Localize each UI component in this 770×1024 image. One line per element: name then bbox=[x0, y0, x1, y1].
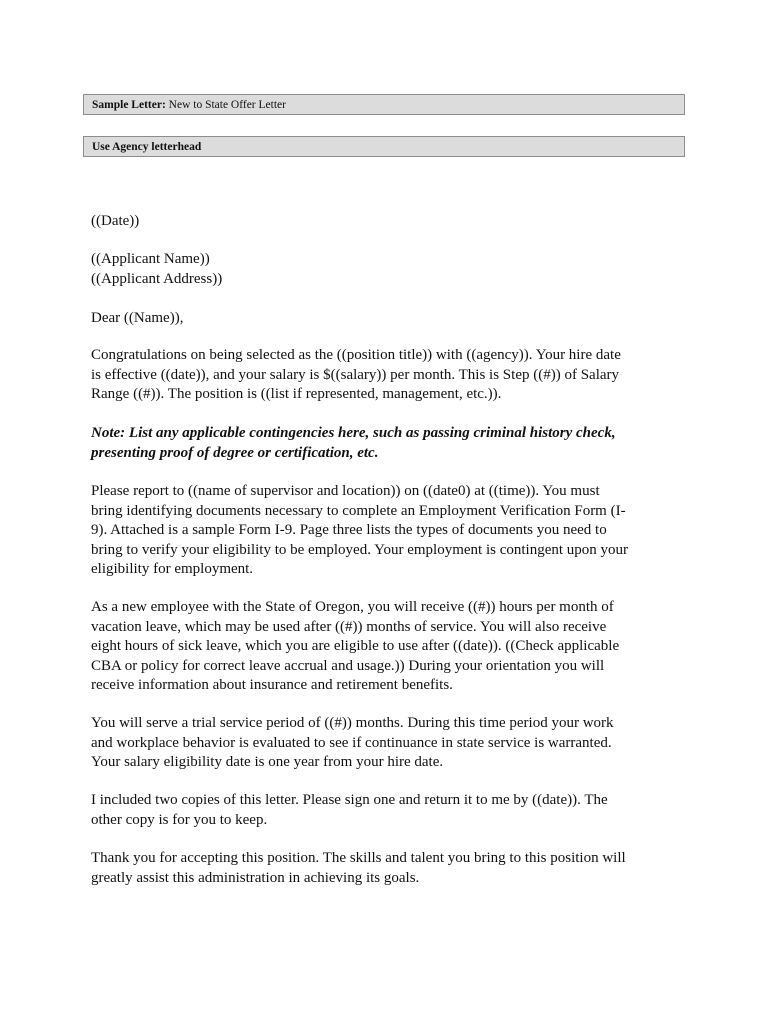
text-line: other copy is for you to keep. bbox=[91, 811, 268, 828]
text-line: bring to verify your eligibility to be employed. Your employment is contingent upon your bbox=[91, 541, 629, 558]
applicant-name: ((Applicant Name)) bbox=[91, 251, 210, 267]
paragraph-leave bbox=[91, 598, 691, 696]
text-line: eight hours of sick leave, which you are eligible to use after ((date)). ((Check applicable bbox=[91, 638, 620, 654]
text-line: receive information about insurance and retirement benefits. bbox=[91, 677, 453, 693]
paragraph-thanks bbox=[91, 849, 691, 888]
contingency-note bbox=[91, 424, 691, 463]
text-line: bring identifying documents necessary to complete an Employment Verification Form (I- bbox=[91, 502, 626, 519]
text-line: I included two copies of this letter. Please sign one and return it to me by ((date)). The bbox=[91, 792, 608, 808]
text-line: Range ((#)). The position is ((list if represented, management, etc.)). bbox=[91, 386, 502, 402]
paragraph-copies bbox=[91, 791, 691, 830]
text-line: Note: List any applicable contingencies here, such as passing criminal history check, bbox=[91, 425, 616, 441]
letter-date: ((Date)) bbox=[91, 213, 140, 229]
text-line: As a new employee with the State of Oregon, you will receive ((#)) hours per month of bbox=[91, 599, 614, 615]
text-line: Please report to ((name of supervisor and location)) on ((date0) at ((time)). You must bbox=[91, 483, 600, 499]
text-line: and workplace behavior is evaluated to see if continuance in state service is warranted. bbox=[91, 734, 612, 751]
text-line: vacation leave, which may be used after ((#)) months of service. You will also receive bbox=[91, 618, 607, 635]
paragraph-report bbox=[91, 482, 691, 580]
text-line: eligibility for employment. bbox=[91, 561, 254, 577]
letterhead-banner bbox=[83, 136, 685, 157]
text-line: You will serve a trial service period of ((#)) months. During this time period your work bbox=[91, 715, 614, 731]
applicant-block bbox=[91, 250, 691, 289]
text-line: Congratulations on being selected as the ((position title)) with ((agency)). Your hire date bbox=[91, 347, 621, 363]
applicant-address: ((Applicant Address)) bbox=[91, 270, 223, 287]
salutation: Dear ((Name)), bbox=[91, 310, 184, 326]
text-line: CBA or policy for correct leave accrual and usage.)) During your orientation you will bbox=[91, 657, 605, 674]
letterhead-label: Use Agency letterhead bbox=[92, 141, 202, 153]
sample-letter-banner bbox=[83, 94, 685, 115]
sample-letter-title: New to State Offer Letter bbox=[165, 99, 286, 111]
text-line: Your salary eligibility date is one year from your hire date. bbox=[91, 754, 444, 770]
paragraph-trial-service bbox=[91, 714, 691, 773]
paragraph-congratulations bbox=[91, 346, 691, 405]
text-line: is effective ((date)), and your salary is $((salary)) per month. This is Step ((#)) of Salary bbox=[91, 366, 620, 383]
text-line: greatly assist this administration in achieving its goals. bbox=[91, 869, 420, 886]
sample-letter-label: Sample Letter: bbox=[92, 99, 166, 111]
text-line: presenting proof of degree or certification, etc. bbox=[91, 444, 379, 461]
text-line: Thank you for accepting this position. The skills and talent you bring to this position will bbox=[91, 850, 626, 866]
text-line: 9). Attached is a sample Form I-9. Page three lists the types of documents you need to bbox=[91, 522, 607, 538]
